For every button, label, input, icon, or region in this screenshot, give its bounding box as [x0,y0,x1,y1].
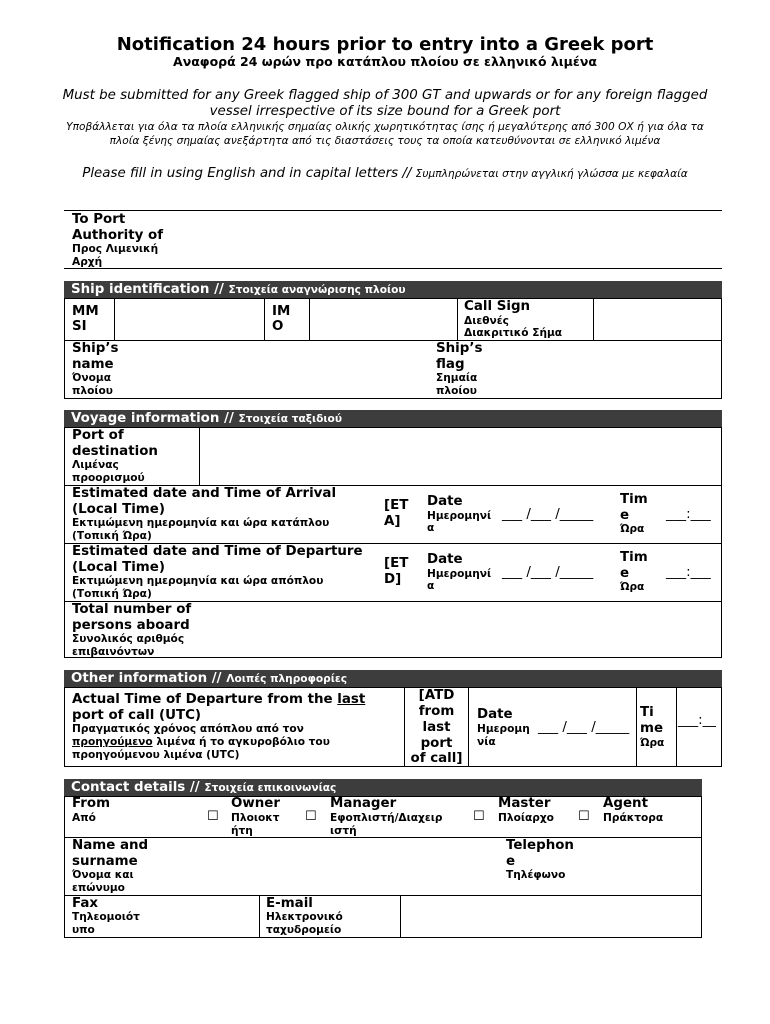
etd-label-gr-1: Εκτιμώμενη ημερομηνία και ώρα απόπλου [72,575,324,587]
etd-date-label: Date [427,552,463,567]
divider [199,427,200,485]
mmsi-label-2: SI [72,319,87,334]
name-label-2: surname [72,854,138,869]
ship-name-input[interactable] [130,342,430,397]
telephone-label-1: Telephon [506,838,574,853]
eta-label-gr-1: Εκτιμώμενη ημερομηνία και ώρα κατάπλου [72,517,330,529]
eta-label-1: Estimated date and Time of Arrival [72,486,337,501]
eta-time-label-gr: Ώρα [620,523,645,535]
name-label-gr-1: Όνομα και [72,869,134,881]
eta-label-2: (Local Time) [72,502,165,517]
destination-label-1: Port of [72,428,124,443]
mmsi-label-1: MM [72,304,99,319]
master-label: Master [498,796,551,811]
atd-date-label-gr-2: νία [477,736,496,748]
divider [676,687,677,767]
atd-tag-5: of call] [410,751,463,766]
eta-date-label-gr-1: Ημερομηνί [427,510,492,522]
divider [309,298,310,340]
fax-label-gr-1: Τηλεομοιότ [72,911,140,923]
etd-tag-1: [ET [384,556,409,571]
ship-flag-label-gr-1: Σημαία [436,372,478,384]
ship-flag-label-1: Ship’s [436,341,483,356]
divider [457,298,458,340]
voyage-information-header [64,410,722,428]
atd-label-gr-3: προηγούμενου λιμένα (UTC) [72,749,240,761]
master-label-gr: Πλοίαρχο [498,812,554,824]
fill-instructions-english: Please fill in using English and in capital letters // [82,166,416,181]
voyage-header-en: Voyage information // [71,411,239,426]
divider [64,210,722,211]
manager-label: Manager [330,796,397,811]
call-sign-label-gr-1: Διεθνές [464,315,509,327]
atd-label-1 [72,692,365,708]
ship-header-en: Ship identification // [71,282,229,297]
etd-time-input[interactable]: ___:___ [666,565,711,580]
mmsi-input[interactable] [116,300,262,338]
divider [64,340,722,341]
fill-instructions-greek: Συμπληρώνεται στην αγγλική γλώσσα με κεφαλαία [415,168,688,180]
contact-header-en: Contact details // [71,780,205,795]
to-port-input[interactable] [180,214,720,266]
atd-time-label-1: Ti [640,705,654,720]
ship-identification-header [64,281,722,299]
etd-date-label-gr-1: Ημερομηνί [427,568,492,580]
other-header-gr: Λοιπές πληροφορίες [226,673,348,685]
ship-name-label-1: Ship’s [72,341,119,356]
telephone-label-2: e [506,854,516,869]
email-label-gr-1: Ηλεκτρονικό [266,911,343,923]
fill-instructions [60,166,710,182]
atd-label-1a: Actual Time of Departure from the [72,692,338,707]
atd-tag-2: from [418,704,455,719]
ship-flag-label-gr-2: πλοίου [436,385,477,397]
to-port-label-gr-1: Προς Λιμενική [72,243,159,255]
intro-english: Must be submitted for any Greek flagged ship of 300 GT and upwards or for any foreign flagged vessel irrespective of its size bound for a Greek port [62,88,708,119]
other-header-en: Other information // [71,671,227,686]
form-subtitle-greek: Αναφορά 24 ωρών προ κατάπλου πλοίου σε ελληνικό λιμένα [173,54,597,69]
owner-checkbox[interactable]: ☐ [207,809,219,824]
from-label: From [72,796,111,811]
other-information-header [64,670,722,688]
manager-label-gr-1: Εφοπλιστή/Διαχειρ [330,812,443,824]
destination-label-gr-2: προορισμού [72,472,145,484]
fax-label-gr-2: υπο [72,924,95,936]
atd-label-gr-1: Πραγματικός χρόνος απόπλου από τον [72,723,304,735]
atd-label-gr-previous: προηγούμενο [72,736,153,748]
eta-date-input[interactable]: ___ /___ /_____ [502,507,594,522]
divider [468,687,469,767]
atd-label-2: port of call (UTC) [72,708,202,723]
owner-label: Owner [231,796,280,811]
to-port-label-2: Authority of [72,228,164,243]
atd-time-label-2: me [640,721,664,736]
divider [400,895,401,938]
atd-label-last: last [337,692,366,707]
ship-name-label-gr-1: Όνομα [72,372,112,384]
manager-checkbox[interactable]: ☐ [305,809,317,824]
persons-label-gr-2: επιβαινόντων [72,646,155,658]
telephone-input[interactable] [590,839,700,893]
persons-aboard-input[interactable] [210,603,720,656]
imo-label-2: O [272,319,284,334]
form-title: Notification 24 hours prior to entry into a Greek port [116,34,654,55]
divider [64,268,722,269]
eta-time-label-1: Tim [620,492,648,507]
email-label-gr-2: ταχυδρομείο [266,924,342,936]
contact-header-gr: Στοιχεία επικοινωνίας [204,782,337,794]
email-label: E-mail [266,896,313,911]
eta-date-label-gr-2: α [427,522,435,534]
ship-name-label-gr-2: πλοίου [72,385,113,397]
atd-label-gr-2b: λιμένα ή το αγκυροβόλιο του [152,736,330,748]
ship-flag-input[interactable] [500,342,720,397]
name-label-gr-2: επώνυμο [72,882,125,894]
contact-details-header [64,779,702,797]
atd-time-label-gr: Ώρα [640,737,665,749]
atd-time-input[interactable]: ___:__ [678,713,716,728]
intro-greek: Υποβάλλεται για όλα τα πλοία ελληνικής σημαίας ολικής χωρητικότητας ίσης ή μεγαλύτερης από 300 ΟΧ ή για όλα τα πλοία ξένης σημαίας ανεξάρτητα από τις διαστάσεις τους τα οποία κατευθύνονται σε ελληνικό λιμένα [66,121,704,147]
fax-input[interactable] [155,897,257,936]
name-label-1: Name and [72,838,149,853]
divider [64,895,702,896]
atd-tag-3: last [422,720,451,735]
destination-input[interactable] [201,429,720,483]
fax-label: Fax [72,896,99,911]
etd-label-gr-2: (Τοπική Ώρα) [72,588,152,600]
manager-label-gr-2: ιστή [330,825,357,837]
ship-name-label-2: name [72,357,114,372]
ship-header-gr: Στοιχεία αναγνώρισης πλοίου [228,284,406,296]
divider [593,298,594,340]
eta-time-label-2: e [620,508,630,523]
eta-time-input[interactable]: ___:___ [666,507,711,522]
etd-date-input[interactable]: ___ /___ /_____ [502,565,594,580]
atd-tag-4: port [420,736,453,751]
agent-label: Agent [603,796,648,811]
telephone-label-gr: Τηλέφωνο [506,869,566,881]
etd-date-label-gr-2: α [427,580,435,592]
voyage-header-gr: Στοιχεία ταξιδιού [238,413,342,425]
owner-label-gr-1: Πλοιοκτ [231,812,280,824]
ship-flag-label-2: flag [436,357,465,372]
eta-label-gr-2: (Τοπική Ώρα) [72,530,152,542]
atd-tag-1: [ATD [418,688,455,703]
agent-label-gr: Πράκτορα [603,812,664,824]
atd-date-label: Date [477,707,513,722]
etd-time-label-2: e [620,566,630,581]
imo-input[interactable] [311,300,455,338]
owner-label-gr-2: ήτη [231,825,253,837]
destination-label-2: destination [72,444,158,459]
call-sign-label-gr-2: Διακριτικό Σήμα [464,327,563,339]
agent-checkbox[interactable]: ☐ [578,809,590,824]
call-sign-label: Call Sign [464,299,531,314]
name-input[interactable] [160,839,490,893]
atd-date-label-gr-1: Ημερομη [477,723,530,735]
email-input[interactable] [402,897,700,936]
etd-time-label-1: Tim [620,550,648,565]
etd-time-label-gr: Ώρα [620,581,645,593]
master-checkbox[interactable]: ☐ [473,809,485,824]
divider [264,298,265,340]
etd-label-1: Estimated date and Time of Departure [72,544,363,559]
eta-tag-1: [ET [384,498,409,513]
divider [64,837,702,838]
persons-label-gr-1: Συνολικός αριθμός [72,633,185,645]
divider [114,298,115,340]
etd-tag-2: D] [384,572,402,587]
divider [636,687,637,767]
etd-label-2: (Local Time) [72,560,165,575]
atd-label-gr-2 [72,736,330,749]
destination-label-gr-1: Λιμένας [72,459,119,471]
atd-date-input[interactable]: ___ /___ /_____ [538,720,630,735]
imo-label-1: IM [272,304,291,319]
persons-label-1: Total number of [72,602,192,617]
to-port-label-gr-2: Αρχή [72,256,103,268]
call-sign-input[interactable] [595,300,720,338]
eta-tag-2: A] [384,514,401,529]
divider [259,895,260,938]
persons-label-2: persons aboard [72,618,190,633]
from-label-gr: Από [72,812,96,824]
to-port-label-1: To Port [72,212,126,227]
eta-date-label: Date [427,494,463,509]
